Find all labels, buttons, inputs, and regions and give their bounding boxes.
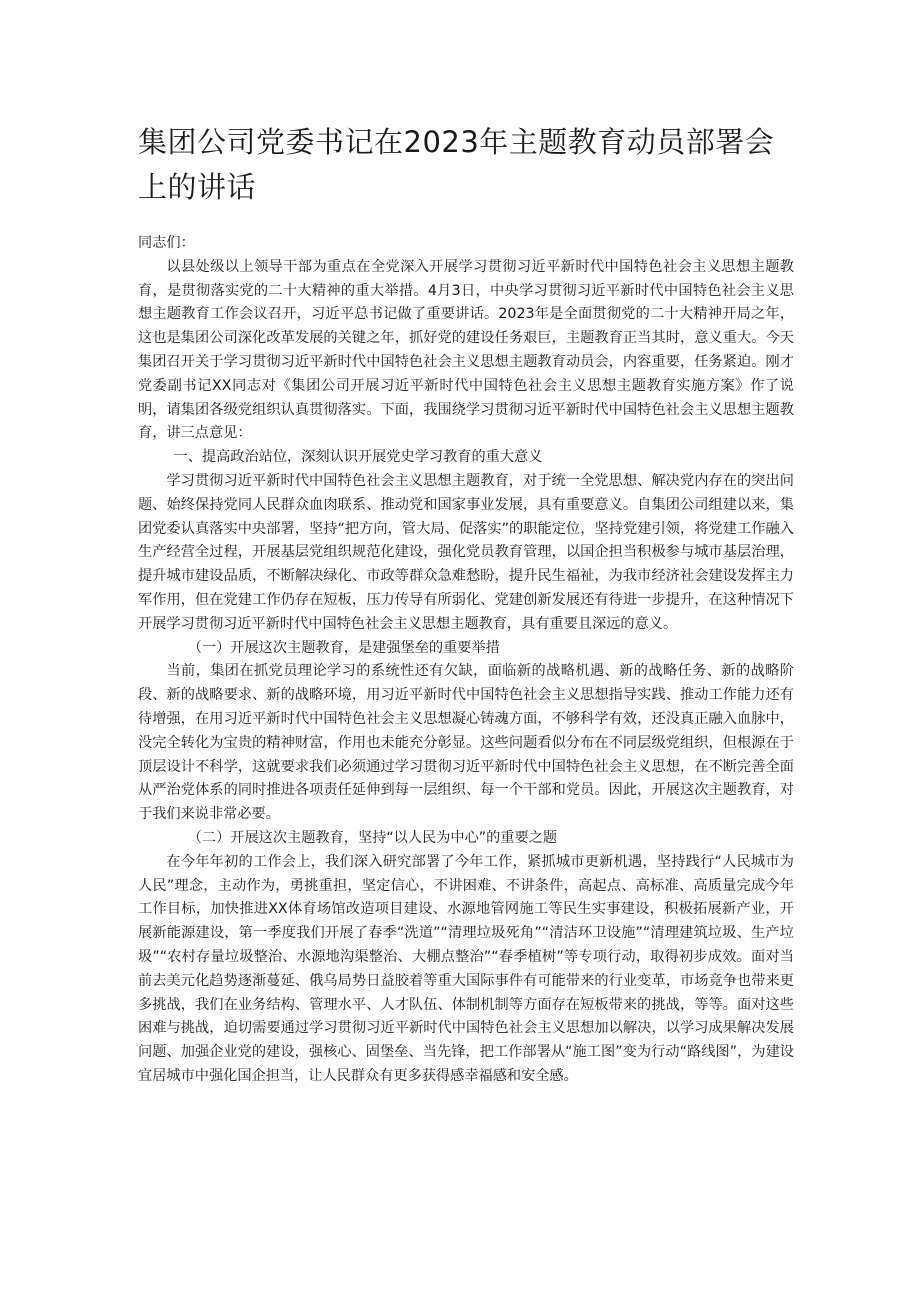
- section-heading-1: 一、提高政治站位，深刻认识开展党史学习教育的重大意义: [173, 449, 543, 466]
- subsection-heading-1: （一）开展这次主题教育，是建强堡垒的重要举措: [187, 639, 500, 656]
- document-title: 集团公司党委书记在2023年主题教育动员部署会上的讲话: [138, 125, 775, 204]
- paragraph-intro: 以县处级以上领导干部为重点在全党深入开展学习贯彻习近平新时代中国特色社会主义思想主题教育，是贯彻落实党的二十大精神的重大举措。4月3日，中央学习贯彻习近平新时代中国特色社会主义思想主题教育工作会议召开，习近平总书记做了重要讲话。2023年是全面贯彻党的二十大精神开局之年，这也是集团公司深化改革发展的关键之年，抓好党的建设任务艰巨，主题教育正当其时，意义重大。今天集团召开关于学习贯彻习近平新时代中国特色社会主义思想主题教育动员会，内容重要，任务紧迫。刚才党委副书记XX同志对《集团公司开展习近平新时代中国特色社会主义思想主题教育实施方案》作了说明，请集团各级党组织认真贯彻落实。下面，我围绕学习贯彻习近平新时代中国特色社会主义思想主题教育，讲三点意见：: [138, 258, 794, 442]
- paragraph-subsection-2: 在今年年初的工作会上，我们深入研究部署了今年工作，紧抓城市更新机遇，坚持践行“人民城市为人民”理念，主动作为，勇挑重担，坚定信心，不讲困难、不讲条件，高起点、高标准、高质量完成今年工作目标，加快推进XX体育场馆改造项目建设、水源地管网施工等民生实事建设，积极拓展新产业，开展新能源建设，第一季度我们开展了春季“洗道”“清理垃圾死角”“清洁环卫设施”“清理建筑垃圾、生产垃圾”“农村存量垃圾整治、水源地沟渠整治、大棚点整治”“春季植树”等专项行动，取得初步成效。面对当前去美元化趋势逐渐蔓延、俄乌局势日益胶着等重大国际事件有可能带来的行业变革，市场竞争也带来更多挑战，我们在业务结构、管理水平、人才队伍、体制机制等方面存在短板带来的挑战，等等。面对这些困难与挑战，迫切需要通过学习贯彻习近平新时代中国特色社会主义思想加以解决，以学习成果解决发展问题、加强企业党的建设，强核心、固堡垒、当先锋，把工作部署从“施工图”变为行动“路线图”，为建设宜居城市中强化国企担当，让人民群众有更多获得感幸福感和安全感。: [138, 853, 794, 1084]
- subsection-heading-2: （二）开展这次主题教育，坚持“以人民为中心”的重要之题: [187, 829, 558, 846]
- document-body: [138, 232, 794, 1089]
- paragraph-subsection-1: 当前，集团在抓党员理论学习的系统性还有欠缺，面临新的战略机遇、新的战略任务、新的战略阶段、新的战略要求、新的战略环境，用习近平新时代中国特色社会主义思想指导实践、推动工作能力还有待增强，在用习近平新时代中国特色社会主义思想凝心铸魂方面，不够科学有效，还没真正融入血脉中，没完全转化为宝贵的精神财富，作用也未能充分彰显。这些问题看似分布在不同层级党组织，但根源在于顶层设计不科学，这就要求我们必须通过学习贯彻习近平新时代中国特色社会主义思想，在不断完善全面从严治党体系的同时推进各项责任延伸到每一层组织、每一个干部和党员。因此，开展这次主题教育，对于我们来说非常必要。: [138, 663, 794, 823]
- salutation: 同志们：: [138, 235, 195, 251]
- paragraph-section-1: 学习贯彻习近平新时代中国特色社会主义思想主题教育，对于统一全党思想、解决党内存在的突出问题、始终保持党同人民群众血肉联系、推动党和国家事业发展，具有重要意义。自集团公司组建以来，集团党委认真落实中央部署，坚持“把方向，管大局、促落实”的职能定位，坚持党建引领，将党建工作融入生产经营全过程，开展基层党组织规范化建设，强化党员教育管理，以国企担当积极参与城市基层治理，提升城市建设品质，不断解决绿化、市政等群众急难愁盼，提升民生福祉，为我市经济社会建设发挥主力军作用，但在党建工作仍存在短板，压力传导有所弱化、党建创新发展还有待进一步提升，在这种情况下开展学习贯彻习近平新时代中国特色社会主义思想主题教育，具有重要且深远的意义。: [138, 472, 794, 632]
